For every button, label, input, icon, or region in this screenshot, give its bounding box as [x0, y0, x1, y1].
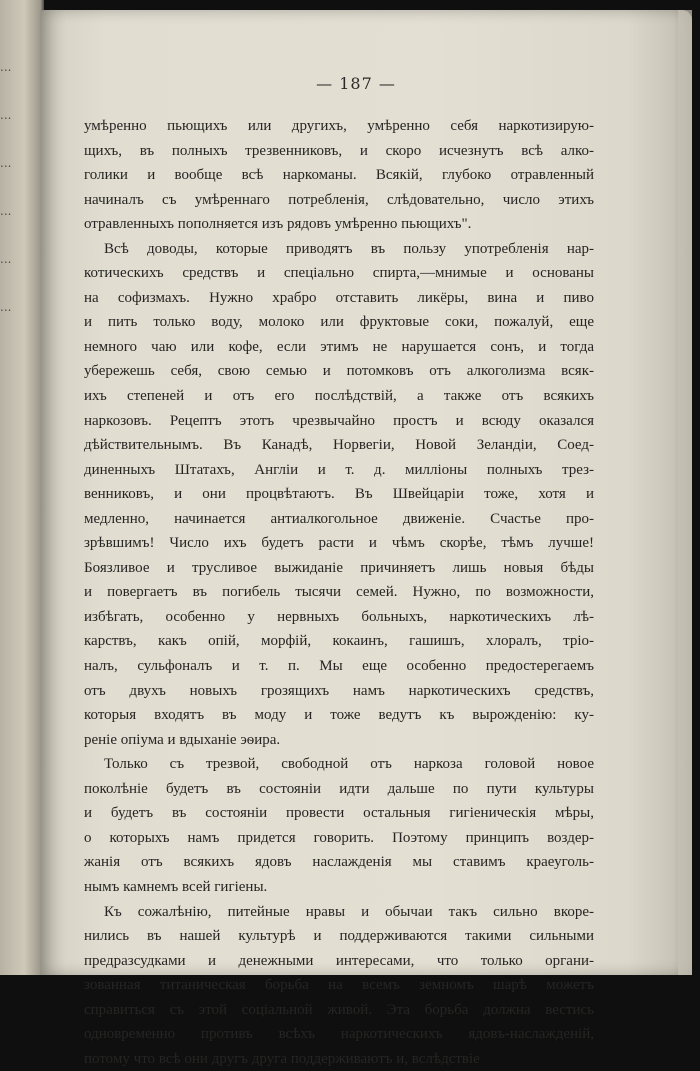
- facing-page-text: ...: [0, 60, 44, 74]
- facing-page-text: ...: [0, 156, 44, 170]
- text-line: ихъ степеней и отъ его послѣдствій, а также отъ всякихъ: [84, 384, 594, 409]
- text-line: налъ, сульфоналъ и т. п. Мы еще особенно предостерегаемъ: [84, 654, 594, 679]
- text-line: диненныхъ Штатахъ, Англіи и т. д. милліоны полныхъ трез-: [84, 458, 594, 483]
- text-line: предразсудками и денежными интересами, что только органи-: [84, 949, 594, 974]
- text-line: Боязливое и трусливое выжиданіе причиняетъ лишь новыя бѣды: [84, 556, 594, 581]
- facing-page-edge: [0, 0, 44, 975]
- paragraph: [84, 752, 594, 899]
- text-line: наркозовъ. Рецептъ этотъ чрезвычайно простъ и всюду оказался: [84, 409, 594, 434]
- facing-page-text: ...: [0, 300, 44, 314]
- text-line: и пить только воду, молоко или фруктовые соки, пожалуй, еще: [84, 310, 594, 335]
- paragraph: [84, 900, 594, 1071]
- text-line: и будетъ въ состояніи провести остальныя гигіеническія мѣры,: [84, 801, 594, 826]
- facing-page-text: ...: [0, 108, 44, 122]
- text-line: нымъ камнемъ всей гигіены.: [84, 875, 594, 900]
- text-line: справиться съ этой соціальной живой. Эта борьба должна вестись: [84, 998, 594, 1023]
- text-line: жанія отъ всякихъ ядовъ наслажденія мы ставимъ краеуголь-: [84, 850, 594, 875]
- text-line: поколѣніе будетъ въ состояніи идти дальше по пути культуры: [84, 777, 594, 802]
- text-line: умѣренно пьющихъ или другихъ, умѣренно себя наркотизирую-: [84, 114, 594, 139]
- text-line: Только съ трезвой, свободной отъ наркоза головой новое: [84, 752, 594, 777]
- text-line: и повергаетъ въ погибель тысячи семей. Нужно, по возможности,: [84, 580, 594, 605]
- text-line: на софизмахъ. Нужно храбро отставить ликёры, вина и пиво: [84, 286, 594, 311]
- text-line: нились въ нашей культурѣ и поддерживаются такими сильными: [84, 924, 594, 949]
- text-line: отравленныхъ пополняется изъ рядовъ умѣренно пьющихъ".: [84, 212, 594, 237]
- facing-page-text: ...: [0, 204, 44, 218]
- text-line: голики и вообще всѣ наркоманы. Всякій, глубоко отравленный: [84, 163, 594, 188]
- text-line: которыя входятъ въ моду и тоже ведутъ къ вырожденію: ку-: [84, 703, 594, 728]
- text-line: щихъ, въ полныхъ трезвенниковъ, и скоро исчезнутъ всѣ алко-: [84, 139, 594, 164]
- text-line: немного чаю или кофе, если этимъ не нарушается сонъ, и тогда: [84, 335, 594, 360]
- text-line: карствъ, какъ опій, морфій, кокаинъ, гашишъ, хлоралъ, тріо-: [84, 629, 594, 654]
- paragraph: [84, 237, 594, 752]
- text-line: отъ двухъ новыхъ грозящихъ намъ наркотическихъ средствъ,: [84, 679, 594, 704]
- paragraph: [84, 114, 594, 237]
- text-line: Къ сожалѣнію, питейные нравы и обычаи такъ сильно вкоре-: [84, 900, 594, 925]
- text-line: реніе опіума и вдыханіе эѳира.: [84, 728, 594, 753]
- text-line: дѣйствительнымъ. Въ Канадѣ, Норвегіи, Новой Зеландіи, Соед-: [84, 433, 594, 458]
- page-number: — 187 —: [40, 74, 672, 93]
- text-line: избѣгать, особенно у нервныхъ больныхъ, наркотическихъ лѣ-: [84, 605, 594, 630]
- book-page: [40, 10, 692, 975]
- text-line: убережешь себя, свою семью и потомковъ отъ алкоголизма всяк-: [84, 359, 594, 384]
- text-line: венниковъ, и они процвѣтаютъ. Въ Швейцаріи тоже, хотя и: [84, 482, 594, 507]
- text-line: одновременно противъ всѣхъ наркотическихъ ядовъ-наслажденій,: [84, 1022, 594, 1047]
- text-line: начиналъ съ умѣреннаго потребленія, слѣдовательно, число этихъ: [84, 188, 594, 213]
- text-line: потому что всѣ они другъ друга поддерживаютъ и, вслѣдствіе: [84, 1047, 594, 1071]
- text-line: котическихъ средствъ и спеціально спирта,—мнимые и основаны: [84, 261, 594, 286]
- text-line: о которыхъ намъ придется говорить. Поэтому принципъ воздер-: [84, 826, 594, 851]
- text-line: зрѣвшимъ! Число ихъ будетъ расти и чѣмъ скорѣе, тѣмъ лучше!: [84, 531, 594, 556]
- page-edge-shading: [678, 10, 692, 975]
- text-line: медленно, начинается антиалкогольное движеніе. Счастье про-: [84, 507, 594, 532]
- text-line: Всѣ доводы, которые приводятъ въ пользу употребленія нар-: [84, 237, 594, 262]
- page-body: [84, 114, 594, 1071]
- text-line: зованная титаническая борьба на всемъ земномъ шарѣ можетъ: [84, 973, 594, 998]
- facing-page-text: ...: [0, 252, 44, 266]
